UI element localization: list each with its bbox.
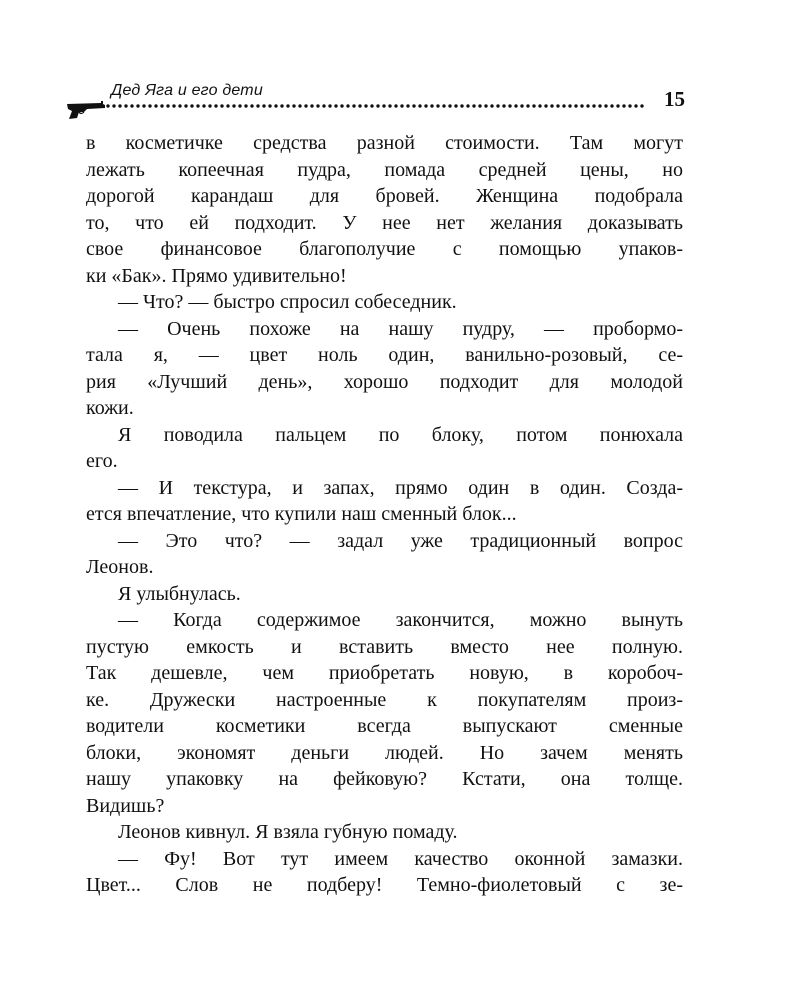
running-head (65, 80, 685, 120)
text-line: Леонов кивнул. Я взяла губную помаду. (118, 821, 458, 843)
body-text (86, 130, 683, 899)
text-line: блоки, экономят деньги людей. Но зачем менять (86, 741, 683, 764)
text-line: — Что? — быстро спросил собеседник. (118, 291, 457, 313)
text-line: ки «Бак». Прямо удивительно! (86, 264, 347, 287)
text-line: свое финансовое благополучие с помощью упаков- (86, 238, 683, 260)
text-line: лежать копеечная пудра, помада средней цены, но (86, 158, 683, 181)
text-line: ется впечатление, что купили наш сменный блок... (86, 503, 517, 525)
text-line: — И текстура, и запах, прямо один в один. Созда- (118, 476, 683, 499)
text-line: — Фу! Вот тут имеем качество оконной замазки. (118, 847, 683, 870)
text-line: — Очень похоже на нашу пудру, — пробормо- (118, 317, 683, 340)
text-line: то, что ей подходит. У нее нет желания доказывать (86, 211, 683, 234)
text-line: Так дешевле, чем приобретать новую, в коробоч- (86, 662, 683, 684)
text-line: его. (86, 450, 118, 472)
text-line: Видишь? (86, 794, 165, 817)
text-line: — Когда содержимое закончится, можно вынуть (118, 609, 683, 631)
text-line: рия «Лучший день», хорошо подходит для молодой (86, 370, 683, 393)
book-title: Дед Яга и его дети (111, 82, 263, 99)
text-line: водители косметики всегда выпускают сменные (86, 715, 683, 737)
page-number: 15 (664, 87, 685, 111)
text-line: кожи. (86, 397, 134, 419)
text-line: Я улыбнулась. (118, 582, 241, 605)
dotted-rule (99, 102, 644, 110)
text-line: пустую емкость и вставить вместо нее полную. (86, 635, 683, 658)
text-line: Леонов. (86, 556, 154, 578)
text-line: тала я, — цвет ноль один, ванильно-розовый, се- (86, 344, 683, 366)
text-line: дорогой карандаш для бровей. Женщина подобрала (86, 185, 683, 207)
text-line: ке. Дружески настроенные к покупателям произ- (86, 688, 683, 711)
text-line: нашу упаковку на фейковую? Кстати, она толще. (86, 768, 683, 790)
text-line: в косметичке средства разной стоимости. Там могут (86, 132, 683, 154)
text-line: Цвет... Слов не подберу! Темно-фиолетовый с зе- (86, 874, 683, 896)
text-line: — Это что? — задал уже традиционный вопрос (118, 529, 683, 552)
text-line: Я поводила пальцем по блоку, потом понюхала (118, 423, 683, 446)
